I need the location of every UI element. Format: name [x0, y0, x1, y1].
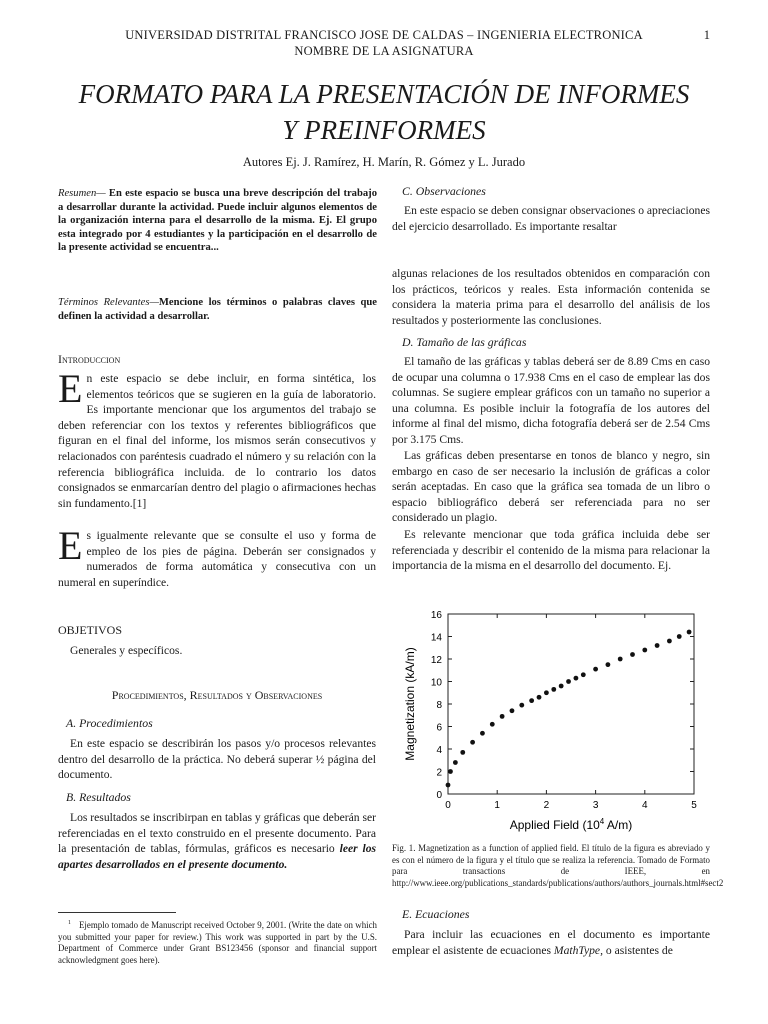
subheading-procedimientos: A. Procedimientos — [66, 716, 153, 730]
data-point — [519, 703, 524, 708]
plot-frame — [448, 614, 694, 794]
data-point — [559, 684, 564, 689]
data-point — [460, 750, 465, 755]
y-tick-label: 8 — [436, 700, 442, 711]
running-header-institution: UNIVERSIDAD DISTRITAL FRANCISCO JOSE DE CALDAS – INGENIERIA ELECTRONICA — [125, 28, 643, 42]
ecuaciones-text — [392, 927, 710, 958]
data-point — [448, 769, 453, 774]
resultados-text — [58, 810, 376, 872]
data-point — [510, 708, 515, 713]
x-axis-label-units: A/m) — [604, 818, 633, 832]
dropcap-e: E — [58, 523, 83, 568]
data-point — [642, 648, 647, 653]
dropcap-e: E — [58, 366, 83, 411]
x-axis-label — [510, 817, 633, 832]
ecuaciones-text-main: Para incluir las ecuaciones en el documento es importante emplear el asistente de ecuaciones — [392, 928, 710, 957]
x-tick-label: 1 — [494, 800, 500, 811]
ecuaciones-text-mathtype: MathType, — [553, 943, 603, 957]
abstract — [58, 187, 377, 255]
x-tick-label: 5 — [691, 800, 697, 811]
y-tick-label: 16 — [430, 610, 442, 621]
data-point — [581, 672, 586, 677]
tamano-paragraph-1: El tamaño de las gráficas y tablas deberá ser de 8.89 Cms en caso de ocupar una columna o 17.938 Cms en el caso de emplear las dos columnas. Se sugiere emplear gráficos con un tamaño no superior a una columna. Es posible incluir la fotografía de los autores del informe al final del mismo, dicha fotografía deberá ser de 2.54 Cms por 3.175 Cms. — [392, 355, 710, 446]
intro-paragraph-1 — [58, 366, 376, 511]
data-point — [537, 695, 542, 700]
running-header-course: NOMBRE DE LA ASIGNATURA — [294, 44, 474, 58]
magnetization-chart — [392, 600, 722, 840]
intro-paragraph-1-text: n este espacio se debe incluir, en forma sintética, los elementos teóricos que se sugieren en la guía de laboratorio. Es importante mencionar que los argumentos del trabajo se deben referenciar con los textos y referentes bibliográficos que figuran en el final del informe, los mismos serán consecutivos y relacionados con paréntesis cuadrado el número y su relación con la referencia bibliográfica incluida. de lo contrario los datos consignados se enmarcarían dentro del plagio o afirmaciones hechas sin fundamento.[1] — [58, 372, 376, 510]
x-axis-label-exponent: 4 — [599, 817, 605, 826]
tamano-paragraph-3: Es relevante mencionar que toda gráfica incluida debe ser referenciada y describir el contenido de la misma para relacionar la importancia de la misma en el desarrollo del documento. Ej. — [392, 528, 710, 573]
footnote — [58, 918, 377, 966]
index-terms-label: Términos Relevantes— — [58, 297, 159, 308]
y-tick-label: 10 — [430, 677, 442, 689]
x-tick-label: 4 — [642, 800, 648, 811]
footnote-marker: 1 — [68, 920, 71, 926]
data-point — [574, 676, 579, 681]
resultados-text-main: Los resultados se inscribirpan en tablas y gráficas que deberán ser referenciadas en el texto construido en el presente documento. Para la presentación de tablas, fórmulas, gráficos es necesario — [58, 811, 376, 856]
y-tick-label: 6 — [436, 722, 442, 734]
y-tick-label: 14 — [430, 632, 442, 644]
index-terms — [58, 296, 377, 323]
data-point — [606, 662, 611, 667]
data-point — [677, 634, 682, 639]
data-point — [566, 679, 571, 684]
data-point — [618, 657, 623, 662]
intro-heading: Introduccion — [58, 352, 121, 366]
data-point — [655, 643, 660, 648]
page-number: 1 — [703, 28, 710, 42]
data-point — [446, 783, 451, 788]
y-axis-label: Magnetization (kA/m) — [403, 647, 417, 761]
paper-title-line1: FORMATO PARA LA PRESENTACIÓN DE INFORMES — [78, 79, 690, 109]
observaciones-paragraph-2: algunas relaciones de los resultados obtenidos en comparación con los prácticos, teóricos y reales. Esta información contenida se considera la materia prima para el desarrollo del análisis de los resultados y posteriormente las conclusiones. — [392, 267, 710, 327]
subheading-ecuaciones: E. Ecuaciones — [402, 907, 470, 921]
subheading-tamano: D. Tamaño de las gráficas — [402, 335, 527, 349]
abstract-label: Resumen— — [58, 188, 106, 199]
observaciones-paragraph-1: En este espacio se deben consignar observaciones o apreciaciones del ejercicio desarrollado. Es importante resaltar — [392, 204, 710, 233]
objetivos-heading: OBJETIVOS — [58, 623, 123, 637]
data-point — [480, 731, 485, 736]
x-axis-label-main: Applied Field (10 — [509, 818, 600, 832]
subheading-observaciones: C. Observaciones — [402, 184, 486, 198]
data-point — [551, 687, 556, 692]
x-tick-label: 3 — [592, 800, 599, 811]
data-point — [630, 652, 635, 657]
resultados-text-emphasis: leer los apartes desarrollados en el presente documento. — [58, 842, 377, 871]
tamano-paragraph-2: Las gráficas deben presentarse en tonos de blanco y negro, sin embargo en caso de ser necesario la inclusión de gráficas a color serán aceptadas. En caso que la gráfica sea tomada de un libro o espacio bibliográfico deberá ser referenciada para no ser considerado un plagio. — [392, 449, 710, 525]
authors-line: Autores Ej. J. Ramírez, H. Marín, R. Gómez y L. Jurado — [242, 155, 526, 169]
data-point — [667, 639, 672, 644]
index-terms-text: Mencione los términos o palabras claves que definen la actividad a desarrollar. — [58, 297, 377, 322]
objetivos-text: Generales y específicos. — [70, 644, 183, 657]
intro-paragraph-2-text: s igualmente relevante que se consulte el uso y forma de empleo de los pies de página. Deberán ser consignados y numerados de forma automática y consecutiva con un numeral en superíndice. — [58, 529, 376, 589]
footnote-text: Ejemplo tomado de Manuscript received October 9, 2001. (Write the date on which you submitted your paper for review.) This work was supported in part by the U.S. Department of Commerce under Grant BS123456 (sponsor and financial support acknowledgment goes here). — [58, 919, 377, 965]
abstract-text: En este espacio se busca una breve descripción del trabajo a desarrollar durante la actividad. Puede incluir algunos elementos de la organización interna para el desarrollo de la misma. Ej. El grupo esta integrado por 4 estudiantes y la participación en el desarrollo de la presente actividad se encuentra... — [58, 188, 377, 254]
figure-caption: Fig. 1. Magnetization as a function of applied field. El título de la figura es abreviado y es con el número de la figura y el título que se realiza la referencia. Tomado de Formato para transactions de IEEE, en http://www.ieee.org/publications_standards/publications/authors/authors_journals.html#sect2 — [392, 843, 724, 888]
data-point — [470, 740, 475, 745]
footnote-separator — [58, 912, 176, 913]
data-point — [490, 722, 495, 727]
y-tick-label: 0 — [436, 790, 442, 801]
procedimientos-heading: Procedimientos, Resultados y Observaciones — [111, 688, 323, 702]
data-point — [544, 690, 549, 695]
ecuaciones-text-end: o asistentes de — [602, 943, 673, 957]
data-point — [687, 630, 692, 635]
data-point — [529, 698, 534, 703]
y-tick-label: 12 — [430, 655, 442, 666]
data-point — [500, 714, 505, 719]
data-point — [593, 667, 598, 672]
y-tick-label: 4 — [436, 745, 442, 756]
x-tick-label: 0 — [445, 800, 451, 811]
intro-paragraph-2 — [58, 523, 376, 590]
x-tick-label: 2 — [543, 800, 550, 811]
paper-title-line2: Y PREINFORMES — [282, 115, 486, 145]
procedimientos-text: En este espacio se describirán los pasos y/o procesos relevantes dentro del desarrollo de la práctica. No deberá superar ½ página del documento. — [58, 737, 376, 782]
data-point — [453, 760, 458, 765]
y-tick-label: 2 — [436, 767, 442, 779]
subheading-resultados: B. Resultados — [66, 790, 131, 804]
